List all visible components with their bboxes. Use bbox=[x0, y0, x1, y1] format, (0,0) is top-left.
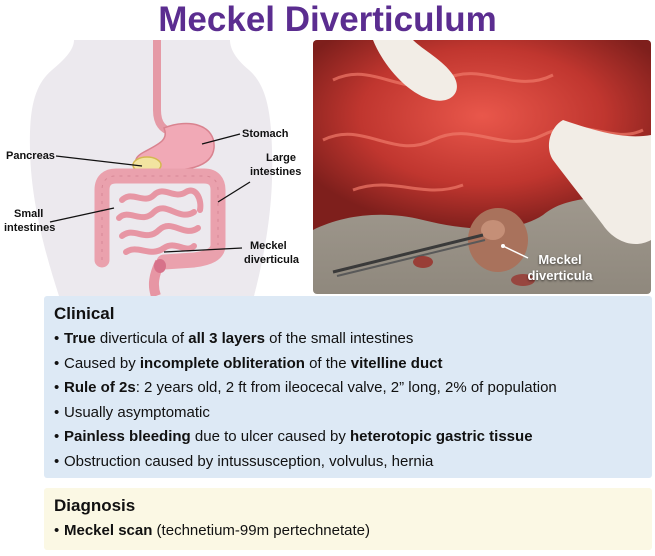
clinical-item-text: Usually asymptomatic bbox=[64, 403, 210, 421]
clinical-item-text: of the small intestines bbox=[264, 330, 414, 347]
clinical-item-text: Obstruction caused by intussusception, volvulus, hernia bbox=[64, 452, 434, 470]
clinical-list bbox=[54, 327, 642, 474]
meckel-diverticula-label-2: diverticula bbox=[244, 254, 300, 266]
photo-label-2: diverticula bbox=[527, 268, 593, 283]
clinical-item-text: Rule of 2s bbox=[64, 379, 136, 396]
clinical-item bbox=[54, 450, 642, 475]
clinical-heading: Clinical bbox=[54, 304, 115, 323]
stomach-label: Stomach bbox=[242, 128, 289, 140]
small-intestines-label-1: Small bbox=[14, 208, 44, 220]
clinical-item-text: True bbox=[64, 330, 96, 347]
anatomy-illustration bbox=[4, 40, 310, 296]
clinical-item-text: all 3 layers bbox=[188, 330, 265, 347]
clinical-item-text: vitelline duct bbox=[350, 354, 443, 372]
clinical-item bbox=[54, 425, 642, 450]
diagnosis-item-text: (technetium-99m pertechnetate) bbox=[152, 522, 371, 539]
small-intestines-label-2: intestines bbox=[4, 222, 56, 234]
clinical-item-text: incomplete obliteration bbox=[139, 354, 305, 372]
diagnosis-heading: Diagnosis bbox=[54, 496, 136, 515]
diagnosis-item-text: Meckel scan bbox=[64, 522, 153, 539]
page-title: Meckel Diverticulum bbox=[158, 0, 497, 39]
diagnosis-item bbox=[54, 519, 642, 544]
diagnosis-box bbox=[44, 488, 652, 550]
clinical-item-text: Painless bleeding bbox=[64, 428, 191, 445]
diagnosis-list bbox=[54, 519, 642, 544]
surgical-photo bbox=[313, 40, 651, 294]
clinical-item bbox=[54, 327, 642, 352]
clinical-item bbox=[54, 376, 642, 401]
photo-label-1: Meckel bbox=[538, 252, 582, 267]
clinical-item-text: of the bbox=[304, 354, 351, 372]
clinical-item-text: : 2 years old, 2 ft from ileocecal valve, 2” long, 2% of population bbox=[135, 379, 557, 396]
clinical-item-text: due to ulcer caused by bbox=[190, 428, 350, 445]
surgical-photo-illustration bbox=[313, 40, 651, 294]
large-intestines-label-2: intestines bbox=[250, 166, 302, 178]
clinical-item bbox=[54, 401, 642, 426]
clinical-item-text: diverticula of bbox=[95, 330, 189, 347]
clinical-item bbox=[54, 352, 642, 377]
large-intestines-label-1: Large bbox=[266, 152, 296, 164]
meckel-diverticula-label-1: Meckel bbox=[250, 240, 287, 252]
clinical-item-text: heterotopic gastric tissue bbox=[349, 428, 533, 445]
clinical-box bbox=[44, 296, 652, 478]
clinical-item-text: Caused by bbox=[64, 354, 140, 372]
pancreas-label: Pancreas bbox=[6, 150, 55, 162]
